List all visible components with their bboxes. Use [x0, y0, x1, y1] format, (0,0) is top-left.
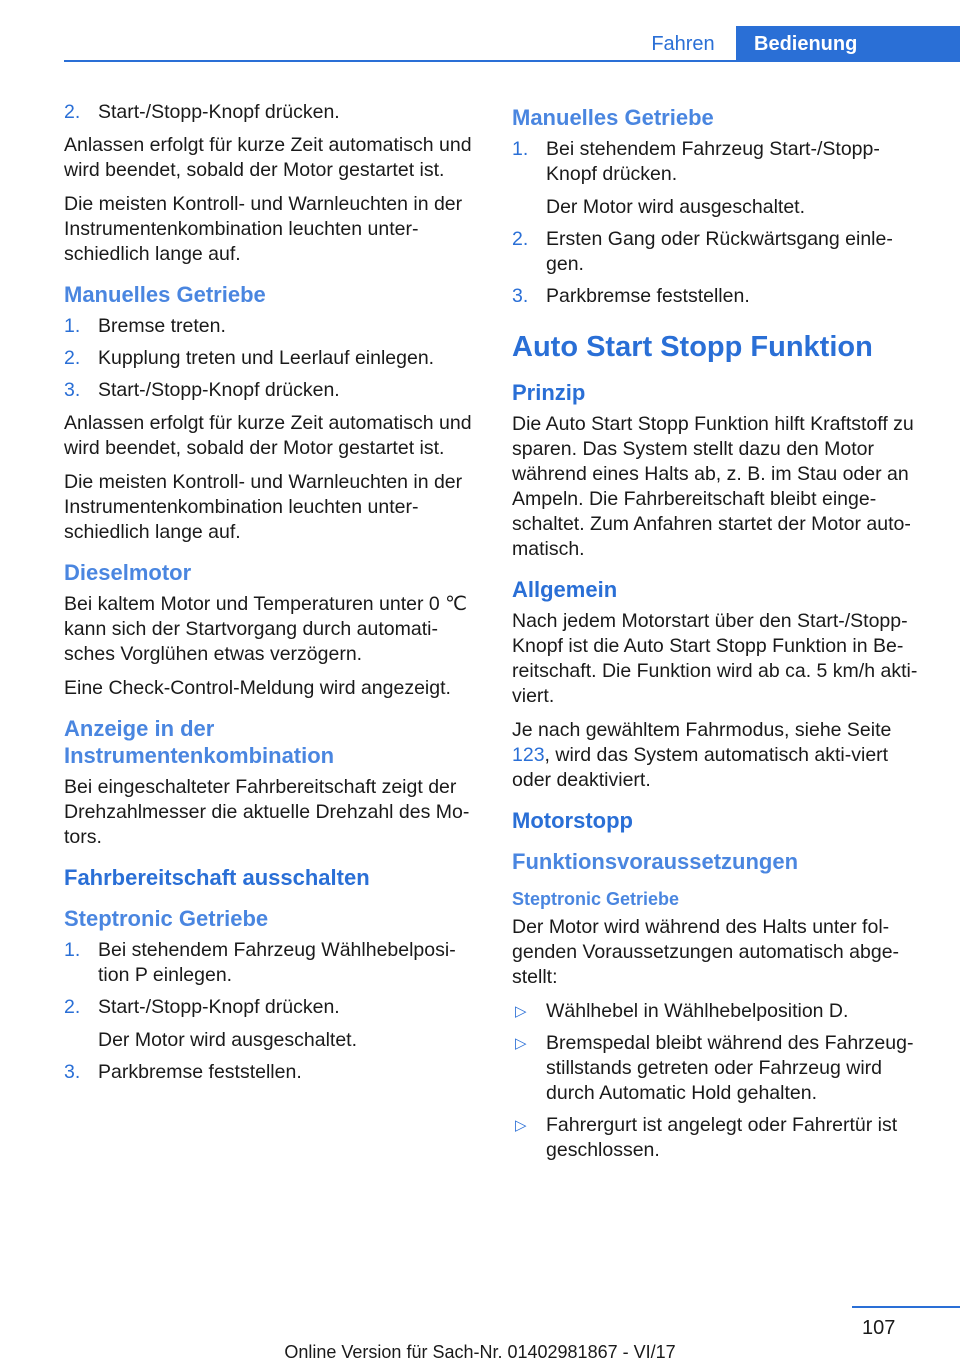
header-tab-fahren[interactable]: Fahren: [651, 33, 715, 55]
section-heading: Fahrbereitschaft ausschalten: [64, 865, 370, 890]
triangle-bullet-icon: ▷: [515, 1003, 527, 1020]
paragraph: Bei kaltem Motor und Temperaturen unter 0 ℃ kann sich der Startvorgang durch automati-sches Vorglühen etwas verzögern.: [64, 593, 468, 665]
step-text: Start-/Stopp-Knopf drücken.: [98, 101, 340, 123]
section-heading: Motorstopp: [512, 808, 633, 833]
step-subtext: Der Motor wird ausgeschaltet.: [98, 1029, 358, 1051]
list-item: [512, 227, 926, 277]
list-item: [512, 1113, 926, 1163]
left-column: [64, 100, 478, 1093]
step-text: Parkbremse feststellen.: [98, 1061, 302, 1083]
step-list: [64, 938, 478, 1085]
subsubsection-heading: Steptronic Getriebe: [512, 889, 680, 909]
step-number: 2.: [64, 996, 81, 1018]
step-number: 1.: [64, 939, 81, 961]
paragraph: Bei eingeschalteter Fahrbereitschaft zeigt der Drehzahlmesser die aktuelle Drehzahl des Mo-tors.: [64, 776, 470, 848]
step-list: [64, 314, 478, 403]
paragraph: Anlassen erfolgt für kurze Zeit automatisch und wird beendet, sobald der Motor gestartet ist.: [64, 134, 472, 181]
header-tab-bedienung[interactable]: Bedienung: [736, 26, 960, 62]
list-item: [64, 938, 478, 988]
paragraph: Eine Check-Control-Meldung wird angezeigt.: [64, 677, 451, 699]
triangle-bullet-icon: ▷: [515, 1117, 527, 1134]
section-heading: Anzeige in der Instrumentenkombination: [64, 716, 335, 768]
step-number: 3.: [64, 379, 81, 401]
paragraph: Nach jedem Motorstart über den Start-/Stopp-Knopf ist die Auto Start Stopp Funktion in Be-reitschaft. Die Funktion wird ab ca. 5 km/h akti-viert.: [512, 610, 918, 707]
subsection-heading: Funktionsvoraussetzungen: [512, 849, 799, 874]
right-column: [512, 100, 926, 1171]
paragraph: Die meisten Kontroll- und Warnleuchten in der Instrumentenkombination leuchten unter-schiedlich lange auf.: [64, 471, 463, 543]
list-item: [64, 314, 478, 339]
subsection-heading: Steptronic Getriebe: [64, 906, 269, 931]
bullet-text: Wählhebel in Wählhebelposition D.: [546, 1000, 849, 1022]
step-text: Ersten Gang oder Rückwärtsgang einle-gen.: [546, 228, 893, 275]
step-number: 2.: [64, 347, 81, 369]
paragraph: Die Auto Start Stopp Funktion hilft Kraftstoff zu sparen. Das System stellt dazu den Motor während eines Halts ab, z. B. im Stau oder an Ampeln. Die Fahrbereitschaft bleibt einge-schaltet. Zum Anfahren startet der Motor auto-matisch.: [512, 413, 914, 560]
section-heading: Manuelles Getriebe: [64, 282, 266, 307]
text-fragment: Je nach gewähltem Fahrmodus, siehe Seite: [512, 719, 892, 741]
chapter-heading: Auto Start Stopp Funktion: [512, 331, 873, 363]
step-number: 3.: [64, 1061, 81, 1083]
list-item: [64, 346, 478, 371]
step-text: Parkbremse feststellen.: [546, 285, 750, 307]
text-fragment: , wird das System automatisch akti-viert oder deaktiviert.: [512, 744, 889, 791]
list-item: [512, 999, 926, 1024]
section-heading: Allgemein: [512, 577, 618, 602]
step-subtext: Der Motor wird ausgeschaltet.: [546, 196, 806, 218]
footer-online-version: Online Version für Sach-Nr. 01402981867 - VI/17: [284, 1342, 676, 1362]
paragraph: Der Motor wird während des Halts unter fol-genden Voraussetzungen automatisch abge-stellt:: [512, 916, 900, 988]
bullet-text: Fahrergurt ist angelegt oder Fahrertür ist geschlossen.: [546, 1114, 898, 1161]
step-number: 2.: [512, 228, 529, 250]
list-item: [512, 284, 926, 309]
step-text: Bremse treten.: [98, 315, 226, 337]
bullet-text: Bremspedal bleibt während des Fahrzeug-stillstands getreten oder Fahrzeug wird durch Automatic Hold gehalten.: [546, 1032, 914, 1104]
triangle-bullet-icon: ▷: [515, 1035, 527, 1052]
list-item: [64, 100, 478, 125]
bullet-list: [512, 999, 926, 1163]
section-heading: Manuelles Getriebe: [512, 105, 714, 130]
page-number: 107: [862, 1317, 896, 1339]
step-list: [64, 100, 478, 125]
footer-rule: [852, 1306, 960, 1308]
step-list: [512, 137, 926, 309]
list-item: [64, 1060, 478, 1085]
list-item: [512, 1031, 926, 1106]
section-heading: Dieselmotor: [64, 560, 192, 585]
list-item: [512, 137, 926, 220]
paragraph: Die meisten Kontroll- und Warnleuchten in der Instrumentenkombination leuchten unter-schiedlich lange auf.: [64, 193, 463, 265]
page-header: [0, 0, 960, 62]
step-number: 1.: [512, 138, 529, 160]
section-heading: Prinzip: [512, 380, 586, 405]
paragraph: [512, 718, 926, 793]
paragraph: Anlassen erfolgt für kurze Zeit automatisch und wird beendet, sobald der Motor gestartet ist.: [64, 412, 472, 459]
step-text: Start-/Stopp-Knopf drücken.: [98, 379, 340, 401]
step-number: 1.: [64, 315, 81, 337]
step-number: 3.: [512, 285, 529, 307]
list-item: [64, 995, 478, 1053]
step-text: Bei stehendem Fahrzeug Start-/Stopp-Knopf drücken.: [546, 138, 880, 185]
page-link[interactable]: 123: [512, 744, 545, 766]
step-text: Bei stehendem Fahrzeug Wählhebelposi-tion P einlegen.: [98, 939, 456, 986]
list-item: [64, 378, 478, 403]
step-text: Kupplung treten und Leerlauf einlegen.: [98, 347, 435, 369]
step-text: Start-/Stopp-Knopf drücken.: [98, 996, 340, 1018]
step-number: 2.: [64, 101, 81, 123]
